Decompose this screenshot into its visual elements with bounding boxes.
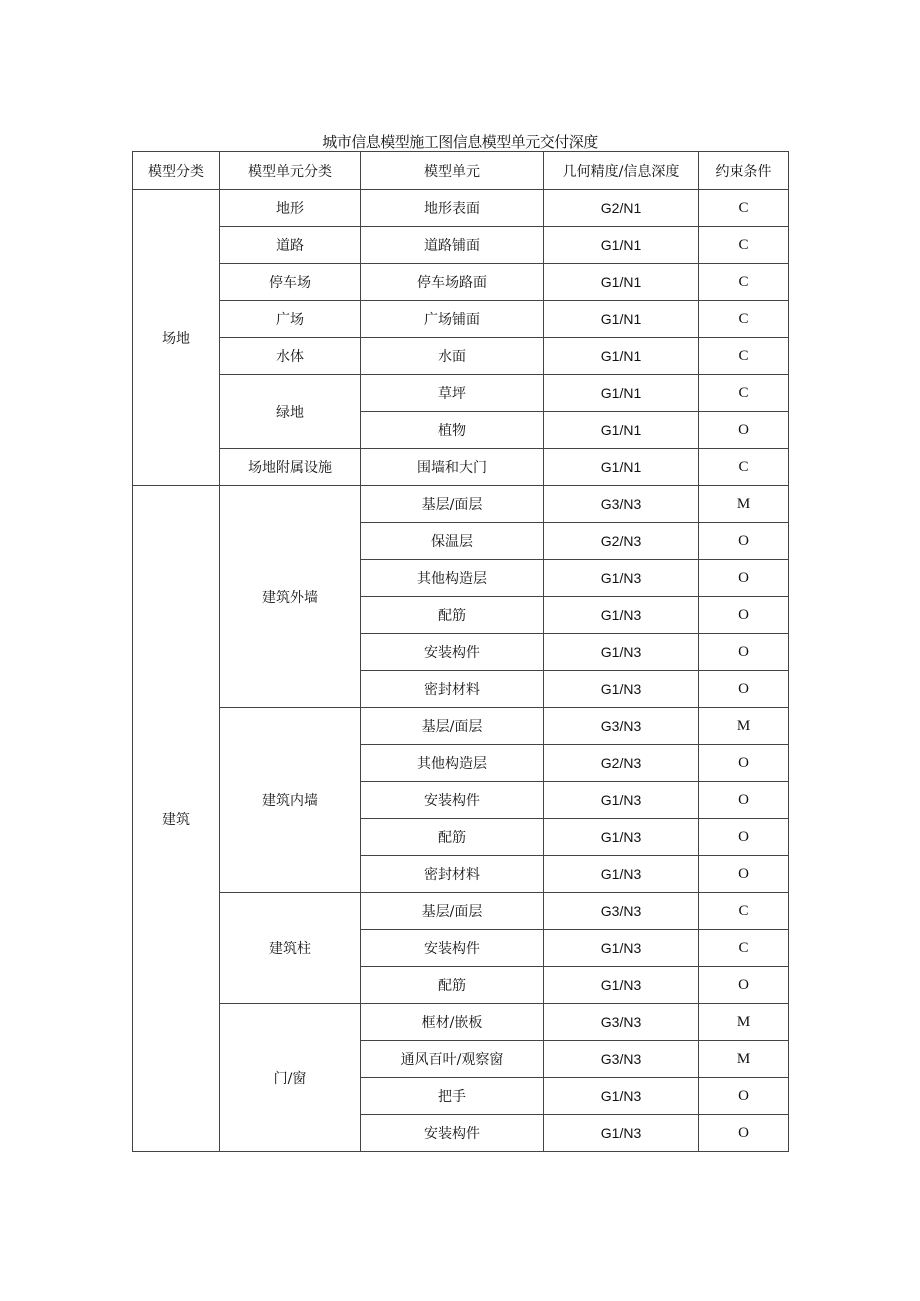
unit-cell: 水面 bbox=[361, 338, 544, 375]
unit-cell: 停车场路面 bbox=[361, 264, 544, 301]
unit-cell: 通风百叶/观察窗 bbox=[361, 1041, 544, 1078]
unit-category-cell: 绿地 bbox=[220, 375, 361, 449]
precision-cell: G1/N1 bbox=[544, 338, 699, 375]
precision-cell: G3/N3 bbox=[544, 893, 699, 930]
table-row bbox=[133, 449, 789, 486]
precision-cell: G1/N1 bbox=[544, 227, 699, 264]
category-cell: 场地 bbox=[133, 190, 220, 486]
precision-cell: G3/N3 bbox=[544, 708, 699, 745]
unit-category-cell: 道路 bbox=[220, 227, 361, 264]
unit-cell: 地形表面 bbox=[361, 190, 544, 227]
unit-cell: 密封材料 bbox=[361, 856, 544, 893]
constraint-cell: O bbox=[699, 745, 789, 782]
unit-cell: 框材/嵌板 bbox=[361, 1004, 544, 1041]
constraint-cell: C bbox=[699, 930, 789, 967]
constraint-cell: C bbox=[699, 227, 789, 264]
constraint-cell: M bbox=[699, 708, 789, 745]
precision-cell: G1/N3 bbox=[544, 856, 699, 893]
unit-cell: 安装构件 bbox=[361, 634, 544, 671]
header-unit-category: 模型单元分类 bbox=[220, 152, 361, 190]
unit-cell: 安装构件 bbox=[361, 1115, 544, 1152]
unit-category-cell: 门/窗 bbox=[220, 1004, 361, 1152]
header-precision: 几何精度/信息深度 bbox=[544, 152, 699, 190]
constraint-cell: O bbox=[699, 1115, 789, 1152]
precision-cell: G1/N1 bbox=[544, 412, 699, 449]
constraint-cell: O bbox=[699, 597, 789, 634]
unit-cell: 把手 bbox=[361, 1078, 544, 1115]
constraint-cell: O bbox=[699, 523, 789, 560]
unit-category-cell: 水体 bbox=[220, 338, 361, 375]
unit-cell: 配筋 bbox=[361, 819, 544, 856]
precision-cell: G1/N3 bbox=[544, 634, 699, 671]
precision-cell: G3/N3 bbox=[544, 486, 699, 523]
unit-category-cell: 地形 bbox=[220, 190, 361, 227]
precision-cell: G2/N3 bbox=[544, 523, 699, 560]
table-row bbox=[133, 227, 789, 264]
unit-cell: 植物 bbox=[361, 412, 544, 449]
table-row bbox=[133, 893, 789, 930]
precision-cell: G1/N3 bbox=[544, 930, 699, 967]
unit-cell: 基层/面层 bbox=[361, 708, 544, 745]
header-constraint: 约束条件 bbox=[699, 152, 789, 190]
unit-cell: 保温层 bbox=[361, 523, 544, 560]
unit-cell: 广场铺面 bbox=[361, 301, 544, 338]
unit-cell: 配筋 bbox=[361, 967, 544, 1004]
constraint-cell: C bbox=[699, 301, 789, 338]
unit-category-cell: 停车场 bbox=[220, 264, 361, 301]
unit-category-cell: 建筑外墙 bbox=[220, 486, 361, 708]
unit-category-cell: 广场 bbox=[220, 301, 361, 338]
precision-cell: G3/N3 bbox=[544, 1004, 699, 1041]
table-body bbox=[133, 190, 789, 1152]
constraint-cell: C bbox=[699, 893, 789, 930]
table-row bbox=[133, 1004, 789, 1041]
unit-cell: 其他构造层 bbox=[361, 560, 544, 597]
precision-cell: G1/N3 bbox=[544, 967, 699, 1004]
constraint-cell: O bbox=[699, 967, 789, 1004]
table-row bbox=[133, 338, 789, 375]
precision-cell: G1/N1 bbox=[544, 301, 699, 338]
table-row bbox=[133, 708, 789, 745]
constraint-cell: M bbox=[699, 486, 789, 523]
constraint-cell: O bbox=[699, 560, 789, 597]
constraint-cell: O bbox=[699, 782, 789, 819]
category-cell: 建筑 bbox=[133, 486, 220, 1152]
table-row bbox=[133, 486, 789, 523]
precision-cell: G1/N3 bbox=[544, 782, 699, 819]
unit-cell: 安装构件 bbox=[361, 782, 544, 819]
constraint-cell: C bbox=[699, 190, 789, 227]
precision-cell: G2/N1 bbox=[544, 190, 699, 227]
table-row bbox=[133, 190, 789, 227]
header-category: 模型分类 bbox=[133, 152, 220, 190]
table-title: 城市信息模型施工图信息模型单元交付深度 bbox=[322, 133, 598, 151]
unit-category-cell: 建筑内墙 bbox=[220, 708, 361, 893]
unit-cell: 道路铺面 bbox=[361, 227, 544, 264]
unit-cell: 配筋 bbox=[361, 597, 544, 634]
precision-cell: G1/N1 bbox=[544, 375, 699, 412]
unit-cell: 围墙和大门 bbox=[361, 449, 544, 486]
unit-cell: 草坪 bbox=[361, 375, 544, 412]
precision-cell: G1/N3 bbox=[544, 597, 699, 634]
constraint-cell: M bbox=[699, 1041, 789, 1078]
precision-cell: G1/N1 bbox=[544, 449, 699, 486]
unit-category-cell: 场地附属设施 bbox=[220, 449, 361, 486]
precision-cell: G1/N3 bbox=[544, 671, 699, 708]
table-row bbox=[133, 375, 789, 412]
constraint-cell: C bbox=[699, 449, 789, 486]
precision-cell: G3/N3 bbox=[544, 1041, 699, 1078]
unit-cell: 基层/面层 bbox=[361, 486, 544, 523]
header-row bbox=[133, 152, 789, 190]
unit-cell: 基层/面层 bbox=[361, 893, 544, 930]
constraint-cell: O bbox=[699, 856, 789, 893]
constraint-cell: O bbox=[699, 634, 789, 671]
unit-cell: 其他构造层 bbox=[361, 745, 544, 782]
precision-cell: G1/N1 bbox=[544, 264, 699, 301]
constraint-cell: C bbox=[699, 338, 789, 375]
constraint-cell: C bbox=[699, 375, 789, 412]
delivery-depth-table bbox=[132, 151, 789, 1152]
constraint-cell: C bbox=[699, 264, 789, 301]
table-row bbox=[133, 264, 789, 301]
constraint-cell: M bbox=[699, 1004, 789, 1041]
precision-cell: G1/N3 bbox=[544, 560, 699, 597]
precision-cell: G2/N3 bbox=[544, 745, 699, 782]
precision-cell: G1/N3 bbox=[544, 1115, 699, 1152]
constraint-cell: O bbox=[699, 412, 789, 449]
constraint-cell: O bbox=[699, 671, 789, 708]
unit-cell: 安装构件 bbox=[361, 930, 544, 967]
table-row bbox=[133, 301, 789, 338]
header-unit: 模型单元 bbox=[361, 152, 544, 190]
constraint-cell: O bbox=[699, 1078, 789, 1115]
precision-cell: G1/N3 bbox=[544, 1078, 699, 1115]
constraint-cell: O bbox=[699, 819, 789, 856]
unit-category-cell: 建筑柱 bbox=[220, 893, 361, 1004]
precision-cell: G1/N3 bbox=[544, 819, 699, 856]
unit-cell: 密封材料 bbox=[361, 671, 544, 708]
